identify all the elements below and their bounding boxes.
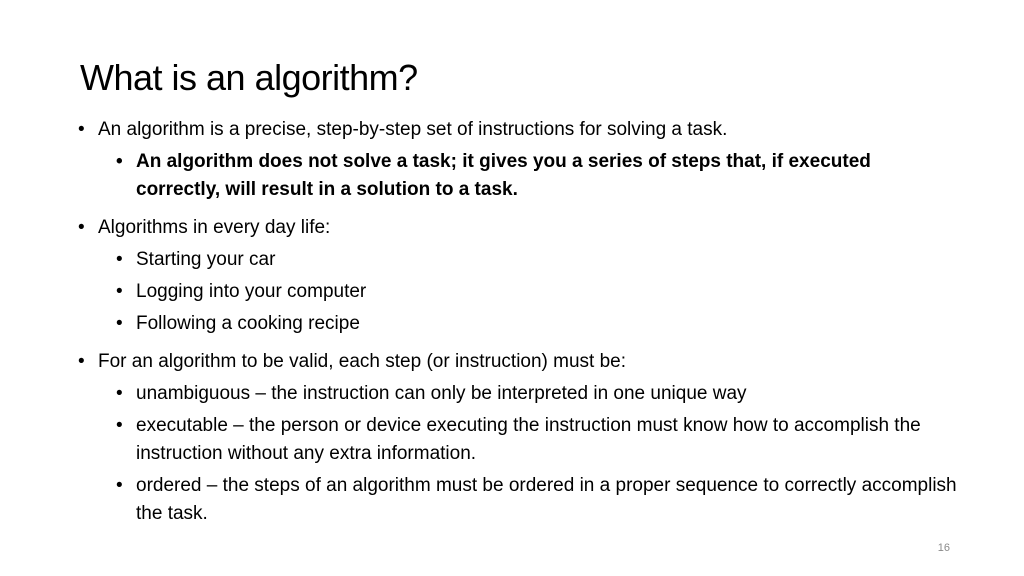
bullet-text: ordered – the steps of an algorithm must be ordered in a proper sequence to correctly accomplish the task.	[136, 475, 957, 524]
bullet-dot: •	[116, 415, 123, 436]
bullet-dot: •	[78, 351, 85, 372]
bullet-text: An algorithm is a precise, step-by-step set of instructions for solving a task.	[98, 119, 728, 140]
bullet-dot: •	[78, 119, 85, 140]
sub-bullet-starting-car	[78, 246, 958, 274]
bullet-dot: •	[116, 313, 123, 334]
page-number: 16	[937, 542, 950, 554]
bullet-dot: •	[116, 475, 123, 496]
bullet-definition	[78, 116, 958, 144]
bullet-everyday-life	[78, 214, 958, 242]
sub-bullet-executable	[78, 412, 958, 468]
sub-bullet-ordered	[78, 472, 958, 528]
bullet-dot: •	[116, 383, 123, 404]
bullet-text: An algorithm does not solve a task; it gives you a series of steps that, if executed correctly, will result in a solution to a task.	[136, 151, 871, 200]
bullet-text: Algorithms in every day life:	[98, 217, 331, 238]
sub-bullet-logging-in	[78, 278, 958, 306]
sub-bullet-cooking-recipe	[78, 310, 958, 338]
bullet-text: Following a cooking recipe	[136, 313, 360, 334]
bullet-text: unambiguous – the instruction can only be interpreted in one unique way	[136, 383, 747, 404]
bullet-text: Starting your car	[136, 249, 276, 270]
bullet-dot: •	[116, 151, 123, 172]
slide-title: What is an algorithm?	[80, 57, 418, 98]
bullet-dot: •	[116, 281, 123, 302]
bullet-dot: •	[78, 217, 85, 238]
bullet-text: executable – the person or device executing the instruction must know how to accomplish the instruction without any extra information.	[136, 415, 921, 464]
sub-bullet-note	[78, 148, 958, 204]
bullet-text: For an algorithm to be valid, each step (or instruction) must be:	[98, 351, 627, 372]
bullet-text: Logging into your computer	[136, 281, 367, 302]
bullet-validity	[78, 348, 958, 376]
sub-bullet-unambiguous	[78, 380, 958, 408]
slide-content	[78, 116, 958, 528]
bullet-dot: •	[116, 249, 123, 270]
